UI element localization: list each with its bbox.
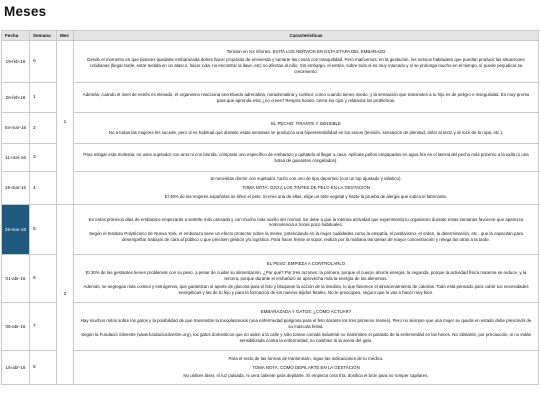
table-row bbox=[2, 303, 539, 351]
characteristic-text: En estos primeros días de embarazo empezarás a sentirte más cansada y con mucho más sueño del normal. Se debe a que la intensa actividad que experimenta tu organismo durante estas semanas favorece que aparezca somnolencia a horas poco habituales. bbox=[88, 216, 524, 228]
header-mes: Mes bbox=[57, 31, 74, 41]
header-fecha: Fecha bbox=[2, 31, 30, 41]
characteristic-text: Para mitigar esta molestia, no uses sujetador con aros ni con blonda, cómprate uno específico de embarazo y quítatelo al llegar a casa. Aplícate paños empapados en agua fría en el lateral del pecho más próximo a la axila (o una bolsa de guisantes congelados). bbox=[83, 151, 529, 163]
table-row bbox=[2, 144, 539, 172]
characteristic-text: Según la Fundació Silvestre (www.fundaciosilvestre.org), los gatos domésticos que no salen a la calle y sólo toman comida industrial no transmiten el parásito de la enfermedad en las heces. No obstante, por precaución, si no estás sensibilizada contra la enfermedad, no cambies tú la arena del gato. bbox=[81, 332, 531, 344]
date-cell: 26-feb-16 bbox=[2, 83, 30, 113]
characteristic-text: El 30% de las gestantes tienen problemas con su peso, a pesar de cuidar su alimentación. ¿Por qué? Por tres razones: la primera, porque el cuerpo ahorra energía; la segunda, porque la actividad física materna se reduce, y la tercera, porque durante el embarazo se aprovecha más la energía de los alimentos. bbox=[85, 269, 527, 281]
month-cell: 2 bbox=[57, 205, 74, 385]
table-row bbox=[2, 113, 539, 144]
characteristic-text: Tension en los riñones. EVITA LOS NERVIOS EN ESTA ETAPA DEL EMBARAZO bbox=[226, 48, 386, 54]
table-row bbox=[2, 351, 539, 385]
characteristic-text: Hay muchos mitos sobre los gatos y la posibilidad de que transmitan la toxoplasmosis (una enfermedad peligrosa para el feto durante los tres primeros meses). Pero no siempre que una mujer se queda en estado debe prescindir de su mascota felina. bbox=[80, 317, 532, 329]
characteristics-cell bbox=[74, 113, 539, 144]
characteristic-text: Para el resto de las formas de transmisión, sigue las indicaciones de tu médico. bbox=[228, 355, 384, 361]
table-row-highlighted bbox=[2, 205, 539, 255]
characteristics-cell bbox=[74, 303, 539, 351]
date-cell: 04-mar-16 bbox=[2, 113, 30, 144]
characteristics-cell bbox=[74, 144, 539, 172]
pregnancy-calendar-table bbox=[1, 30, 539, 385]
date-cell: 25-mar-16 bbox=[2, 205, 30, 255]
table-row bbox=[2, 41, 539, 83]
characteristic-text: Según el Instituto Polytécnico de Nueva York, el embarazo tiene un efecto protector sobre la mente, potenciando en la mujer cualidades como la empatía, el positivismo, el orden, la determinación, etc., que la capacitan para desempeñar trabajos de cara al público o que precisen gestión y/o logística. Para hacer frente al sopor, realiza por la mañana las tareas de mayor concentración y relega las otras a la tarde. bbox=[89, 231, 523, 242]
characteristic-text: Además, cuando el nivel de estrés es elevado, el organismo reacciona secretando adrenalina, noradrenalina y cortisol, como cuando tienes miedo, y la sensación que transmites a tu hijo es de peligro e inseguridad. Es muy pronto para que aprenda esto ¿no crees? Respira hondo, cierra los ojos y relativiza los problemas. bbox=[82, 91, 530, 103]
characteristics-cell bbox=[74, 83, 539, 113]
date-cell: 18-mar-16 bbox=[2, 172, 30, 205]
characteristic-text: No a todas las mujeres les sucede, pero sí es habitual que durante estas semanas se produzca una hipersensibilidad en los senos (tensión, sensación de plenitud, dolor al tacto y al roce de la ropa, etc.). bbox=[108, 129, 504, 135]
week-cell: 7 bbox=[30, 303, 57, 351]
table-header-row bbox=[2, 31, 539, 41]
date-cell: 08-abr-16 bbox=[2, 303, 30, 351]
characteristics-cell bbox=[74, 351, 539, 385]
characteristic-text: TOMA NOTA: CÓMO DEPILARTE EN LA GESTACIÓN bbox=[252, 364, 360, 370]
characteristic-text: Si necesitas dormir con sujetador, hazlo con uno de tipo deportivo (con un top ajustado y elástico). bbox=[210, 176, 402, 182]
week-cell: 2 bbox=[30, 113, 57, 144]
header-semana: Semana bbox=[30, 31, 57, 41]
date-cell: 19-feb-16 bbox=[2, 41, 30, 83]
table-row bbox=[2, 172, 539, 205]
characteristic-text: Desde el momento en que planees quedarte embarazada debes hacer propósito de enmienda y tomarte las cosas con tranquilidad. Pero matícemos: en la gestación, los nervios habituales que puedan producir las situaciones cotidianas (llegar tarde, estar metida en un atasco, hacer cola, no encontrar la llave, etc) no afectan al niño. Sin embargo, el estrés, sobre todo si es muy marcado y si se prolonga mucho en el tiempo, sí puede perjudicar su crecimiento. bbox=[87, 57, 525, 74]
characteristic-text: TOMA NOTA: OJO A LOS TINTES DE PELO EN LA GESTACIÓN bbox=[241, 185, 370, 191]
week-cell: 6 bbox=[30, 255, 57, 303]
characteristics-cell bbox=[74, 172, 539, 205]
week-cell: 3 bbox=[30, 144, 57, 172]
week-cell: 0 bbox=[30, 41, 57, 83]
week-cell: 4 bbox=[30, 172, 57, 205]
characteristics-cell bbox=[74, 255, 539, 303]
characteristic-text: El 45% de las mujeres españolas se tiñen el pelo. Si eres una de ellas, elige un tinte vegetal y hazte la prueba de alergia que indica el fabricante. bbox=[164, 193, 448, 199]
characteristic-text: EL PESO: EMPIEZA A CONTROLARLO bbox=[266, 261, 346, 267]
characteristic-text: EMBARAZADA Y GATOS: ¿CÓMO ACTUAR? bbox=[260, 309, 352, 315]
characteristic-text: Además, se segregan más cortisol y estrógenos, que garantizan el aporte de glucosa para el feto y bloquean la acción de la insulina, lo que favorece el almacenamiento de calorías. Todo está pensado para cubrir tus necesidades energéticas y las de tu hijo y para la formación de los nuevos tejidos fetales. No te preocupes, seguro que lo vas a hacer muy bien. bbox=[83, 284, 529, 296]
characteristics-cell bbox=[74, 41, 539, 83]
month-cell: 1 bbox=[57, 41, 74, 205]
week-cell: 5 bbox=[30, 205, 57, 255]
characteristic-text: EL PECHO: TIRANTE Y SENSIBLE bbox=[271, 120, 341, 126]
header-caracteristicas: Características bbox=[74, 31, 539, 41]
date-cell: 15-abr-16 bbox=[2, 351, 30, 385]
characteristics-cell bbox=[74, 205, 539, 255]
date-cell: 11-mar-16 bbox=[2, 144, 30, 172]
page-title: Meses bbox=[4, 4, 47, 19]
week-cell: 8 bbox=[30, 351, 57, 385]
characteristic-text: No utilices láser, ni tuz pulsada, ni cera caliente para depilarte. Sí empieza cera fría, dosifica el brón para no romper capilares. bbox=[183, 373, 429, 379]
date-cell: 01-abr-16 bbox=[2, 255, 30, 303]
table-row bbox=[2, 255, 539, 303]
week-cell: 1 bbox=[30, 83, 57, 113]
table-row bbox=[2, 83, 539, 113]
